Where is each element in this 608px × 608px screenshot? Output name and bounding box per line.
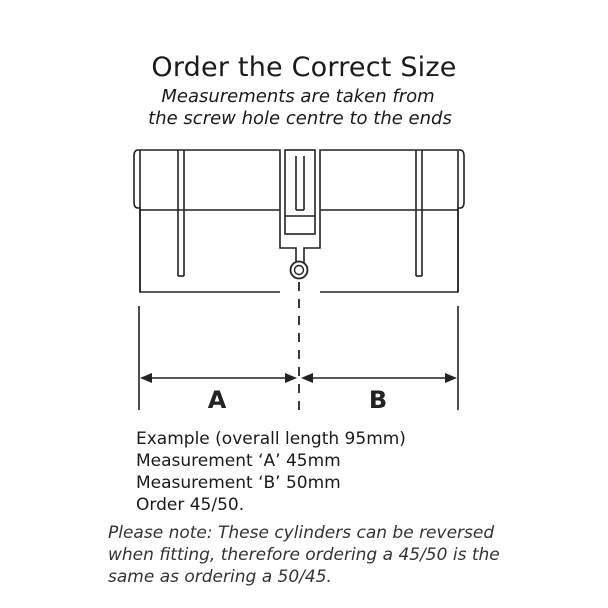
- page-title: Order the Correct Size: [151, 52, 457, 83]
- example-block: [136, 428, 406, 516]
- reversal-note: [108, 522, 500, 588]
- cam-slot: [285, 150, 315, 234]
- example-line-2: Measurement ‘A’ 45mm: [136, 451, 341, 471]
- note-line-1: Please note: These cylinders can be reversed: [108, 523, 495, 543]
- example-line-3: Measurement ‘B’ 50mm: [136, 473, 341, 493]
- screw-hole: [291, 262, 308, 279]
- subtitle-line-2: the screw hole centre to the ends: [148, 108, 452, 129]
- note-line-2: when fitting, therefore ordering a 45/50 is the: [108, 545, 500, 565]
- note-line-3: same as ordering a 50/45.: [108, 567, 332, 587]
- example-line-4: Order 45/50.: [136, 495, 245, 515]
- cylinder-left-body: [134, 150, 280, 292]
- example-line-1: Example (overall length 95mm): [136, 429, 406, 449]
- dimension-a-label: A: [207, 386, 227, 414]
- dimension-b-label: B: [368, 386, 388, 414]
- dimension-a-arrow: [140, 373, 297, 383]
- subtitle-line-1: Measurements are taken from: [161, 86, 435, 107]
- cylinder-right-body: [320, 150, 464, 292]
- dimension-b-arrow: [301, 373, 457, 383]
